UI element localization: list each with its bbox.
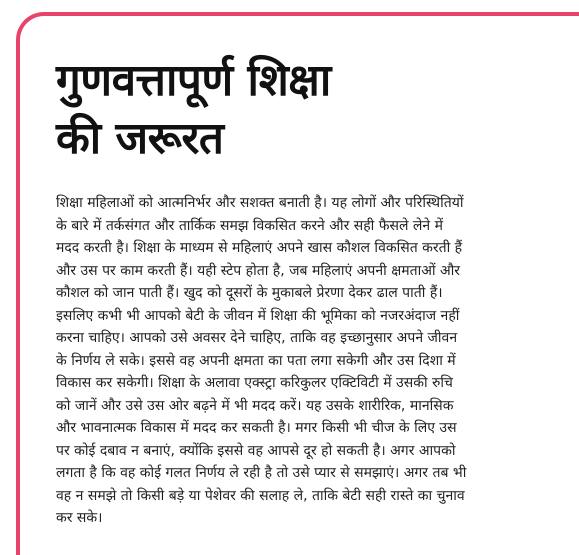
body-line: विकास कर सकेगी। शिक्षा के अलावा एक्स्ट्रा करिकुलर एक्टिविटी में उसकी रुचि [56,375,453,391]
headline-line-2: की जरूरत [56,113,224,164]
article-headline [56,52,536,168]
body-line: कौशल को जान पाती हैं। खुद को दूसरों के मुकाबले प्रेरणा देकर ढाल पाती हैं। [56,285,443,301]
body-line: इसलिए कभी भी आपको बेटी के जीवन में शिक्षा की भूमिका को नजरअंदाज नहीं [56,307,460,324]
body-line: मदद करती है। शिक्षा के माध्यम से महिलाएं अपने खास कौशल विकसित करती हैं [56,240,463,256]
article-body [56,192,566,530]
body-line: और भावनात्मक विकास में मदद कर सकती है। मगर किसी भी चीज के लिए उस [56,420,457,436]
body-line: लगता है कि वह कोई गलत निर्णय ले रही है तो उसे प्यार से समझाएं। अगर तब भी [56,465,467,481]
body-line: को जानें और उसे उस ओर बढ़ने में भी मदद करें। यह उसके शारीरिक, मानसिक [56,397,454,414]
body-line: पर कोई दबाव न बनाएं, क्योंकि इससे वह आपसे दूर हो सकती है। अगर आपको [56,442,456,459]
body-line: वह न समझे तो किसी बड़े या पेशेवर की सलाह ले, ताकि बेटी सही रास्ते का चुनाव [56,487,465,504]
body-line: के बारे में तर्कसंगत और तार्किक समझ विकसित करने और सही फैसले लेने में [56,217,444,234]
body-line: करना चाहिए। आपको उसे अवसर देने चाहिए, ताकि वह इच्छानुसार अपने जीवन [56,330,458,346]
body-line: कर सके। [56,510,103,526]
headline-line-1: गुणवत्तापूर्ण शिक्षा [56,55,331,106]
body-line: के निर्णय ले सके। इससे वह अपनी क्षमता का पता लगा सकेगी और उस दिशा में [56,352,456,369]
body-line: शिक्षा महिलाओं को आत्मनिर्भर और सशक्त बनाती है। यह लोगों और परिस्थितियों [56,195,464,211]
body-line: और उस पर काम करती हैं। यही स्टेप होता है, जब महिलाएं अपनी क्षमताओं और [56,262,461,279]
